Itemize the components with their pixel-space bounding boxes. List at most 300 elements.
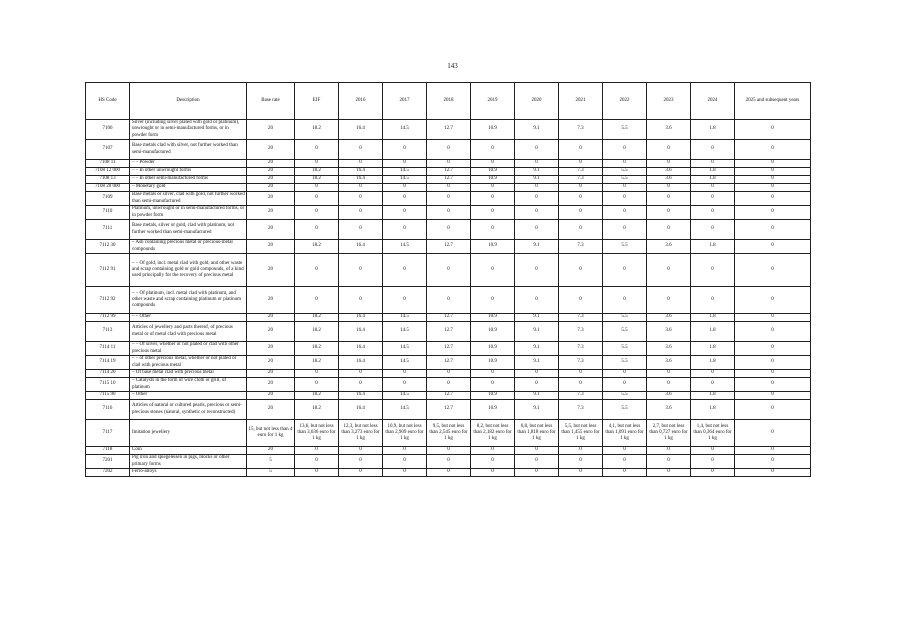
rate-cell: 0 — [295, 206, 339, 220]
rate-cell: 0 — [383, 192, 427, 206]
description-cell: Base metals or silver, clad with gold, not further worked than semi-manufactured — [130, 192, 247, 206]
rate-cell: 0 — [339, 220, 383, 240]
table-row — [86, 378, 811, 392]
rate-cell: 1.8 — [691, 342, 735, 356]
rate-cell: 16.4 — [339, 392, 383, 400]
rate-cell: 5.5 — [603, 322, 647, 342]
table-row — [86, 447, 811, 455]
rate-cell: 10.9 — [471, 342, 515, 356]
rate-cell: 0 — [383, 254, 427, 287]
rate-cell: 0 — [295, 254, 339, 287]
table-row — [86, 356, 811, 370]
rate-cell: 3.6 — [647, 120, 691, 140]
rate-cell: 16.4 — [339, 322, 383, 342]
column-header: 2018 — [427, 83, 471, 120]
rate-cell: 0 — [515, 447, 559, 455]
rate-cell: 0 — [295, 455, 339, 469]
rate-cell: 0 — [691, 220, 735, 240]
rate-cell: 10.9 — [471, 392, 515, 400]
rate-cell: 10.9 — [471, 120, 515, 140]
column-header: HS Code — [86, 83, 130, 120]
rate-cell: 10,9, but not less than 2,909 euro for 1 kg — [383, 420, 427, 447]
table-row — [86, 455, 811, 469]
table-row — [86, 469, 811, 477]
column-header: 2020 — [515, 83, 559, 120]
table-row — [86, 206, 811, 220]
rate-cell: 3.6 — [647, 392, 691, 400]
rate-cell: 0 — [647, 254, 691, 287]
description-cell: – – Other — [130, 314, 247, 322]
rate-cell: 0 — [735, 176, 811, 184]
rate-cell: 0 — [691, 192, 735, 206]
rate-cell: 12.7 — [427, 120, 471, 140]
rate-cell: 9.1 — [515, 392, 559, 400]
rate-cell: 5.5 — [603, 392, 647, 400]
rate-cell: 0 — [603, 254, 647, 287]
rate-cell: 0 — [691, 378, 735, 392]
rate-cell: 16.4 — [339, 400, 383, 420]
column-header: 2022 — [603, 83, 647, 120]
description-cell: Silver (including silver plated with gold or platinum), unwrought or in semi-manufactured forms, or in powder form — [130, 120, 247, 140]
rate-cell: 0 — [515, 192, 559, 206]
rate-cell: 0 — [735, 184, 811, 192]
base-rate-cell: 20 — [247, 287, 295, 314]
rate-cell: 12.7 — [427, 168, 471, 176]
rate-cell: 0 — [603, 469, 647, 477]
hs-code-cell: 7111 — [86, 220, 130, 240]
rate-cell: 14.5 — [383, 356, 427, 370]
rate-cell: 14.5 — [383, 342, 427, 356]
hs-code-cell: 7109 — [86, 192, 130, 206]
rate-cell: 0 — [559, 370, 603, 378]
rate-cell: 16.4 — [339, 342, 383, 356]
base-rate-cell: 5 — [247, 455, 295, 469]
rate-cell: 0 — [339, 287, 383, 314]
rate-cell: 7.3 — [559, 400, 603, 420]
hs-code-cell: 7116 — [86, 400, 130, 420]
description-cell: – Catalysts in the form of wire cloth or grill, of platinum — [130, 378, 247, 392]
rate-cell: 0 — [471, 455, 515, 469]
base-rate-cell: 20 — [247, 240, 295, 254]
rate-cell: 0 — [427, 378, 471, 392]
rate-cell: 0 — [647, 140, 691, 160]
rate-cell: 0 — [559, 160, 603, 168]
rate-cell: 0 — [603, 287, 647, 314]
rate-cell: 0 — [427, 192, 471, 206]
rate-cell: 0 — [647, 160, 691, 168]
rate-cell: 10.9 — [471, 240, 515, 254]
rate-cell: 0 — [471, 220, 515, 240]
rate-cell: 14.5 — [383, 400, 427, 420]
rate-cell: 0 — [735, 469, 811, 477]
rate-cell: 0 — [383, 184, 427, 192]
rate-cell: 6,8, but not less than 1,818 euro for 1 kg — [515, 420, 559, 447]
rate-cell: 7.3 — [559, 342, 603, 356]
hs-code-cell: 7112 99 — [86, 314, 130, 322]
table-row — [86, 120, 811, 140]
rate-cell: 18.2 — [295, 176, 339, 184]
column-header: 2025 and subsequent years — [735, 83, 811, 120]
rate-cell: 0 — [515, 370, 559, 378]
rate-cell: 12.7 — [427, 240, 471, 254]
rate-cell: 12.7 — [427, 392, 471, 400]
rate-cell: 0 — [339, 192, 383, 206]
rate-cell: 0 — [647, 455, 691, 469]
rate-cell: 0 — [559, 220, 603, 240]
description-cell: – – Of gold, incl. metal clad with gold, and other waste and scrap containing gold or gold compounds, of a kind used principally for the recovery of precious metal — [130, 254, 247, 287]
rate-cell: 0 — [735, 120, 811, 140]
rate-cell: 16.4 — [339, 240, 383, 254]
rate-cell: 1.8 — [691, 356, 735, 370]
rate-cell: 9,5, but not less than 2,545 euro for 1 kg — [427, 420, 471, 447]
rate-cell: 0 — [603, 206, 647, 220]
column-header: 2023 — [647, 83, 691, 120]
table-row — [86, 254, 811, 287]
base-rate-cell: 20 — [247, 220, 295, 240]
rate-cell: 0 — [427, 455, 471, 469]
rate-cell: 0 — [471, 254, 515, 287]
description-cell: – – In other unwrought forms — [130, 168, 247, 176]
rate-cell: 0 — [383, 140, 427, 160]
rate-cell: 1.8 — [691, 322, 735, 342]
rate-cell: 0 — [603, 370, 647, 378]
rate-cell: 0 — [295, 378, 339, 392]
rate-cell: 0 — [295, 184, 339, 192]
rate-cell: 0 — [427, 287, 471, 314]
rate-cell: 1.8 — [691, 392, 735, 400]
rate-cell: 0 — [471, 378, 515, 392]
rate-cell: 0 — [647, 370, 691, 378]
rate-cell: 18.2 — [295, 120, 339, 140]
base-rate-cell: 20 — [247, 378, 295, 392]
rate-cell: 0 — [559, 184, 603, 192]
rate-cell: 9.1 — [515, 322, 559, 342]
rate-cell: 9.1 — [515, 240, 559, 254]
base-rate-cell: 20 — [247, 120, 295, 140]
rate-cell: 5.5 — [603, 120, 647, 140]
rate-cell: 14.5 — [383, 176, 427, 184]
hs-code-cell: 7118 — [86, 447, 130, 455]
rate-cell: 7.3 — [559, 322, 603, 342]
rate-cell: 12.7 — [427, 314, 471, 322]
rate-cell: 10.9 — [471, 400, 515, 420]
rate-cell: 12.7 — [427, 400, 471, 420]
description-cell: Articles of jewellery and parts thereof, of precious metal or of metal clad with precious metal — [130, 322, 247, 342]
rate-cell: 18.2 — [295, 400, 339, 420]
column-header: EIF — [295, 83, 339, 120]
rate-cell: 10.9 — [471, 168, 515, 176]
base-rate-cell: 20 — [247, 176, 295, 184]
rate-cell: 0 — [559, 287, 603, 314]
hs-code-cell: 7202 — [86, 469, 130, 477]
rate-cell: 0 — [427, 140, 471, 160]
rate-cell: 12.7 — [427, 342, 471, 356]
rate-cell: 0 — [735, 322, 811, 342]
column-header: Base rate — [247, 83, 295, 120]
rate-cell: 0 — [559, 469, 603, 477]
rate-cell: 12,3, but not less than 3,273 euro for 1 kg — [339, 420, 383, 447]
base-rate-cell: 20 — [247, 400, 295, 420]
rate-cell: 0 — [691, 184, 735, 192]
rate-cell: 3.6 — [647, 314, 691, 322]
rate-cell: 0 — [691, 140, 735, 160]
base-rate-cell: 20 — [247, 370, 295, 378]
description-cell: Pig iron and spiegeleisen in pigs, blocks or other primary forms — [130, 455, 247, 469]
rate-cell: 0 — [735, 314, 811, 322]
rate-cell: 0 — [295, 469, 339, 477]
rate-cell: 0 — [383, 378, 427, 392]
rate-cell: 0 — [339, 455, 383, 469]
column-header: 2017 — [383, 83, 427, 120]
rate-cell: 0 — [383, 206, 427, 220]
rate-cell: 0 — [427, 469, 471, 477]
rate-cell: 0 — [515, 206, 559, 220]
table-body — [86, 120, 811, 477]
table-row — [86, 400, 811, 420]
rate-cell: 0 — [647, 206, 691, 220]
table-row — [86, 168, 811, 176]
rate-cell: 0 — [295, 287, 339, 314]
rate-cell: 0 — [603, 160, 647, 168]
rate-cell: 0 — [691, 254, 735, 287]
rate-cell: 16.4 — [339, 356, 383, 370]
rate-cell: 0 — [603, 455, 647, 469]
rate-cell: 9.1 — [515, 314, 559, 322]
description-cell: – – Of silver, whether or not plated or clad with other precious metal — [130, 342, 247, 356]
rate-cell: 1.8 — [691, 400, 735, 420]
description-cell: – Monetary gold — [130, 184, 247, 192]
rate-cell: 16.4 — [339, 176, 383, 184]
rate-cell: 0 — [471, 469, 515, 477]
rate-cell: 0 — [647, 220, 691, 240]
hs-code-cell: 7110 — [86, 206, 130, 220]
rate-cell: 14.5 — [383, 392, 427, 400]
rate-cell: 0 — [471, 140, 515, 160]
rate-cell: 0 — [339, 469, 383, 477]
rate-cell: 9.1 — [515, 176, 559, 184]
rate-cell: 12.7 — [427, 322, 471, 342]
rate-cell: 0 — [647, 447, 691, 455]
rate-cell: 0 — [383, 447, 427, 455]
rate-cell: 0 — [383, 469, 427, 477]
table-row — [86, 342, 811, 356]
rate-cell: 0 — [647, 184, 691, 192]
table-row — [86, 322, 811, 342]
rate-cell: 7.3 — [559, 240, 603, 254]
rate-cell: 0 — [559, 206, 603, 220]
rate-cell: 0 — [427, 370, 471, 378]
table-row — [86, 184, 811, 192]
table-header-row — [86, 83, 811, 120]
rate-cell: 1.8 — [691, 240, 735, 254]
tariff-schedule-table — [85, 82, 811, 477]
rate-cell: 0 — [647, 287, 691, 314]
rate-cell: 14.5 — [383, 168, 427, 176]
rate-cell: 0 — [427, 447, 471, 455]
rate-cell: 0 — [471, 184, 515, 192]
base-rate-cell: 20 — [247, 206, 295, 220]
rate-cell: 14.5 — [383, 322, 427, 342]
rate-cell: 0 — [603, 192, 647, 206]
rate-cell: 0 — [559, 254, 603, 287]
column-header: 2016 — [339, 83, 383, 120]
rate-cell: 0 — [735, 168, 811, 176]
rate-cell: 0 — [339, 160, 383, 168]
rate-cell: 9.1 — [515, 168, 559, 176]
rate-cell: 5.5 — [603, 314, 647, 322]
rate-cell: 0 — [295, 220, 339, 240]
rate-cell: 0 — [427, 220, 471, 240]
description-cell: Imitation jewellery — [130, 420, 247, 447]
description-cell: – Ash containing precious metal or precious-metal compounds — [130, 240, 247, 254]
rate-cell: 0 — [515, 378, 559, 392]
rate-cell: 0 — [339, 184, 383, 192]
hs-code-cell: 7117 — [86, 420, 130, 447]
base-rate-cell: 20 — [247, 140, 295, 160]
rate-cell: 0 — [603, 378, 647, 392]
base-rate-cell: 20 — [247, 254, 295, 287]
base-rate-cell: 5 — [247, 469, 295, 477]
rate-cell: 10.9 — [471, 314, 515, 322]
base-rate-cell: 15, but not less than 4 euro for 1 kg — [247, 420, 295, 447]
rate-cell: 7.3 — [559, 356, 603, 370]
rate-cell: 0 — [295, 160, 339, 168]
rate-cell: 0 — [603, 184, 647, 192]
rate-cell: 10.9 — [471, 322, 515, 342]
hs-code-cell: 7115 10 — [86, 378, 130, 392]
rate-cell: 1.8 — [691, 120, 735, 140]
description-cell: Coin — [130, 447, 247, 455]
rate-cell: 3.6 — [647, 356, 691, 370]
rate-cell: 3.6 — [647, 168, 691, 176]
rate-cell: 5.5 — [603, 176, 647, 184]
rate-cell: 0 — [383, 455, 427, 469]
base-rate-cell: 20 — [247, 342, 295, 356]
rate-cell: 0 — [647, 192, 691, 206]
page-number: 143 — [447, 62, 458, 70]
rate-cell: 0 — [559, 192, 603, 206]
rate-cell: 1,4, but not less than 0,364 euro for 1 kg — [691, 420, 735, 447]
rate-cell: 2,7, but not less than 0,727 euro for 1 kg — [647, 420, 691, 447]
rate-cell: 0 — [691, 287, 735, 314]
rate-cell: 5.5 — [603, 168, 647, 176]
rate-cell: 18.2 — [295, 168, 339, 176]
base-rate-cell: 20 — [247, 322, 295, 342]
rate-cell: 0 — [647, 469, 691, 477]
rate-cell: 0 — [383, 220, 427, 240]
rate-cell: 18.2 — [295, 240, 339, 254]
base-rate-cell: 20 — [247, 447, 295, 455]
rate-cell: 0 — [735, 378, 811, 392]
table-row — [86, 240, 811, 254]
hs-code-cell: 7108 20 000 — [86, 184, 130, 192]
rate-cell: 0 — [735, 342, 811, 356]
rate-cell: 0 — [735, 254, 811, 287]
rate-cell: 9.1 — [515, 342, 559, 356]
table-row — [86, 160, 811, 168]
rate-cell: 0 — [515, 287, 559, 314]
column-header: 2021 — [559, 83, 603, 120]
rate-cell: 0 — [427, 206, 471, 220]
rate-cell: 0 — [471, 370, 515, 378]
description-cell: – Other — [130, 392, 247, 400]
rate-cell: 0 — [691, 455, 735, 469]
rate-cell: 0 — [339, 370, 383, 378]
rate-cell: 0 — [735, 160, 811, 168]
rate-cell: 0 — [471, 192, 515, 206]
rate-cell: 0 — [691, 447, 735, 455]
rate-cell: 0 — [383, 287, 427, 314]
rate-cell: 4,1, but not less than 1,091 euro for 1 kg — [603, 420, 647, 447]
rate-cell: 13,6, but not less than 3,636 euro for 1 kg — [295, 420, 339, 447]
description-cell: – – In other semi-manufactured forms — [130, 176, 247, 184]
hs-code-cell: 7114 19 — [86, 356, 130, 370]
base-rate-cell: 20 — [247, 160, 295, 168]
rate-cell: 0 — [691, 160, 735, 168]
rate-cell: 14.5 — [383, 314, 427, 322]
rate-cell: 0 — [339, 140, 383, 160]
rate-cell: 0 — [471, 287, 515, 314]
table-row — [86, 420, 811, 447]
rate-cell: 0 — [427, 254, 471, 287]
rate-cell: 0 — [471, 447, 515, 455]
hs-code-cell: 7108 12 000 — [86, 168, 130, 176]
rate-cell: 7.3 — [559, 168, 603, 176]
table-row — [86, 192, 811, 206]
hs-code-cell: 7114 20 — [86, 370, 130, 378]
rate-cell: 0 — [339, 254, 383, 287]
rate-cell: 1.8 — [691, 168, 735, 176]
description-cell: Base metals clad with silver, not further worked than semi-manufactured — [130, 140, 247, 160]
base-rate-cell: 20 — [247, 392, 295, 400]
rate-cell: 3.6 — [647, 322, 691, 342]
rate-cell: 0 — [735, 447, 811, 455]
rate-cell: 0 — [339, 447, 383, 455]
rate-cell: 5.5 — [603, 342, 647, 356]
rate-cell: 0 — [515, 469, 559, 477]
description-cell: – – Powder — [130, 160, 247, 168]
rate-cell: 9.1 — [515, 120, 559, 140]
rate-cell: 0 — [603, 220, 647, 240]
rate-cell: 0 — [559, 140, 603, 160]
rate-cell: 0 — [691, 206, 735, 220]
hs-code-cell: 7114 11 — [86, 342, 130, 356]
rate-cell: 0 — [515, 455, 559, 469]
rate-cell: 0 — [735, 392, 811, 400]
rate-cell: 0 — [515, 220, 559, 240]
rate-cell: 0 — [339, 206, 383, 220]
rate-cell: 7.3 — [559, 392, 603, 400]
hs-code-cell: 7112 30 — [86, 240, 130, 254]
rate-cell: 5.5 — [603, 356, 647, 370]
rate-cell: 0 — [427, 160, 471, 168]
rate-cell: 16.4 — [339, 314, 383, 322]
rate-cell: 14.5 — [383, 120, 427, 140]
rate-cell: 0 — [471, 160, 515, 168]
rate-cell: 0 — [559, 455, 603, 469]
rate-cell: 0 — [515, 160, 559, 168]
table-row — [86, 140, 811, 160]
description-cell: – Of base metal clad with precious metal — [130, 370, 247, 378]
rate-cell: 0 — [735, 206, 811, 220]
rate-cell: 0 — [735, 420, 811, 447]
rate-cell: 3.6 — [647, 400, 691, 420]
rate-cell: 0 — [691, 370, 735, 378]
rate-cell: 0 — [735, 455, 811, 469]
rate-cell: 0 — [295, 140, 339, 160]
rate-cell: 0 — [691, 469, 735, 477]
table-row — [86, 220, 811, 240]
